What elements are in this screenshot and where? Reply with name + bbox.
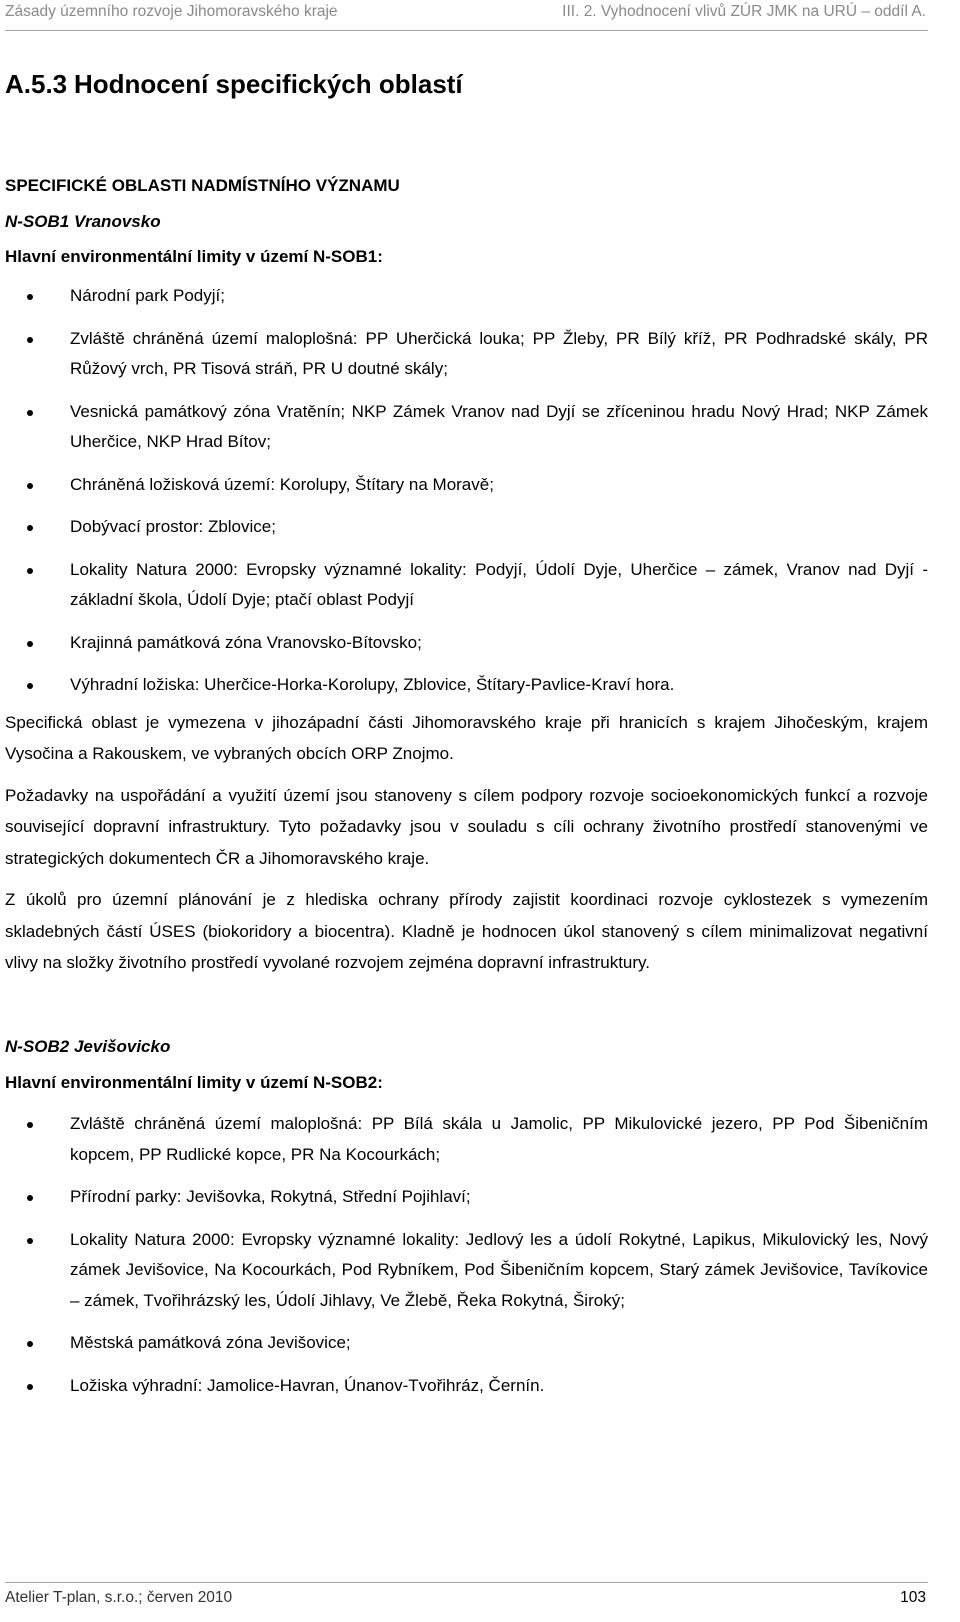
list-item: Ložiska výhradní: Jamolice-Havran, Únanov-Tvořihráz, Černín. (5, 1371, 928, 1402)
list-item: Lokality Natura 2000: Evropsky významné lokality: Podyjí, Údolí Dyje, Uherčice – zámek, Vranov nad Dyjí - základní škola, Údolí Dyje; ptačí oblast Podyjí (5, 555, 928, 616)
list-item: Přírodní parky: Jevišovka, Rokytná, Střední Pojihlaví; (5, 1182, 928, 1213)
sob1-limits-list (5, 281, 928, 701)
sob1-title: N-SOB1 Vranovsko (5, 211, 161, 231)
sob1-limits-heading: Hlavní environmentální limity v území N-SOB1: (5, 247, 383, 267)
list-item: Chráněná ložisková území: Korolupy, Štítary na Moravě; (5, 470, 928, 501)
section-number: A.5.3 (5, 69, 68, 99)
page-footer (5, 1582, 928, 1606)
header-document-title: Zásady územního rozvoje Jihomoravského kraje (5, 3, 338, 20)
sob1-paragraph: Požadavky na uspořádání a využití území jsou stanoveny s cílem podpory rozvoje socioekonomických funkcí a rozvoje související dopravní infrastruktury. Tyto požadavky jsou v souladu s cíli ochrany životního prostředí stanovenými ve strategických dokumentech ČR a Jihomoravského kraje. (5, 785, 928, 868)
list-item: Zvláště chráněná území maloplošná: PP Bílá skála u Jamolic, PP Mikulovické jezero, PP Pod Šibeničním kopcem, PP Rudlické kopce, PR Na Kocourkách; (5, 1109, 928, 1170)
document-body (5, 68, 928, 1401)
sob2-limits-list (5, 1109, 928, 1401)
header-section-title: III. 2. Vyhodnocení vlivů ZÚR JMK na URÚ – oddíl A. (562, 3, 926, 20)
footer-company: Atelier T-plan, s.r.o.; červen 2010 (5, 1589, 233, 1606)
sob1-paragraph: Z úkolů pro územní plánování je z hlediska ochrany přírody zajistit koordinaci rozvoje cyklostezek s vymezením skladebných částí ÚSES (biokoridory a biocentra). Kladně je hodnocen úkol stanovený s cílem minimalizovat negativní vlivy na složky životního prostředí vyvolané rozvojem zejména dopravní infrastruktury. (5, 890, 928, 973)
page-header (5, 0, 928, 31)
page-number: 103 (900, 1589, 926, 1606)
section-heading (5, 68, 928, 102)
caps-heading: SPECIFICKÉ OBLASTI NADMÍSTNÍHO VÝZNAMU (5, 175, 400, 195)
list-item: Výhradní ložiska: Uherčice-Horka-Korolupy, Zblovice, Štítary-Pavlice-Kraví hora. (5, 670, 928, 701)
list-item: Městská památková zóna Jevišovice; (5, 1328, 928, 1359)
list-item: Zvláště chráněná území maloplošná: PP Uherčická louka; PP Žleby, PR Bílý kříž, PR Podhradské skály, PR Růžový vrch, PR Tisová stráň, PR U doutné skály; (5, 324, 928, 385)
sob2-title: N-SOB2 Jevišovicko (5, 1036, 171, 1056)
list-item: Dobývací prostor: Zblovice; (5, 512, 928, 543)
section-title: Hodnocení specifických oblastí (74, 69, 463, 99)
list-item: Lokality Natura 2000: Evropsky významné lokality: Jedlový les a údolí Rokytné, Lapikus, Mikulovický les, Nový zámek Jevišovice, Na Kocourkách, Pod Rybníkem, Pod Šibeničním kopcem, Starý zámek Jevišovice, Tavíkovice – zámek, Tvořihrázský les, Údolí Jihlavy, Ve Žlebě, Řeka Rokytná, Široký; (5, 1225, 928, 1317)
sob1-paragraph: Specifická oblast je vymezena v jihozápadní části Jihomoravského kraje při hranicích s krajem Jihočeským, krajem Vysočina a Rakouskem, ve vybraných obcích ORP Znojmo. (5, 712, 928, 764)
list-item: Národní park Podyjí; (5, 281, 928, 312)
list-item: Krajinná památková zóna Vranovsko-Bítovsko; (5, 628, 928, 659)
list-item: Vesnická památkový zóna Vratěnín; NKP Zámek Vranov nad Dyjí se zříceninou hradu Nový Hrad; NKP Zámek Uherčice, NKP Hrad Bítov; (5, 397, 928, 458)
sob2-limits-heading: Hlavní environmentální limity v území N-SOB2: (5, 1073, 383, 1093)
